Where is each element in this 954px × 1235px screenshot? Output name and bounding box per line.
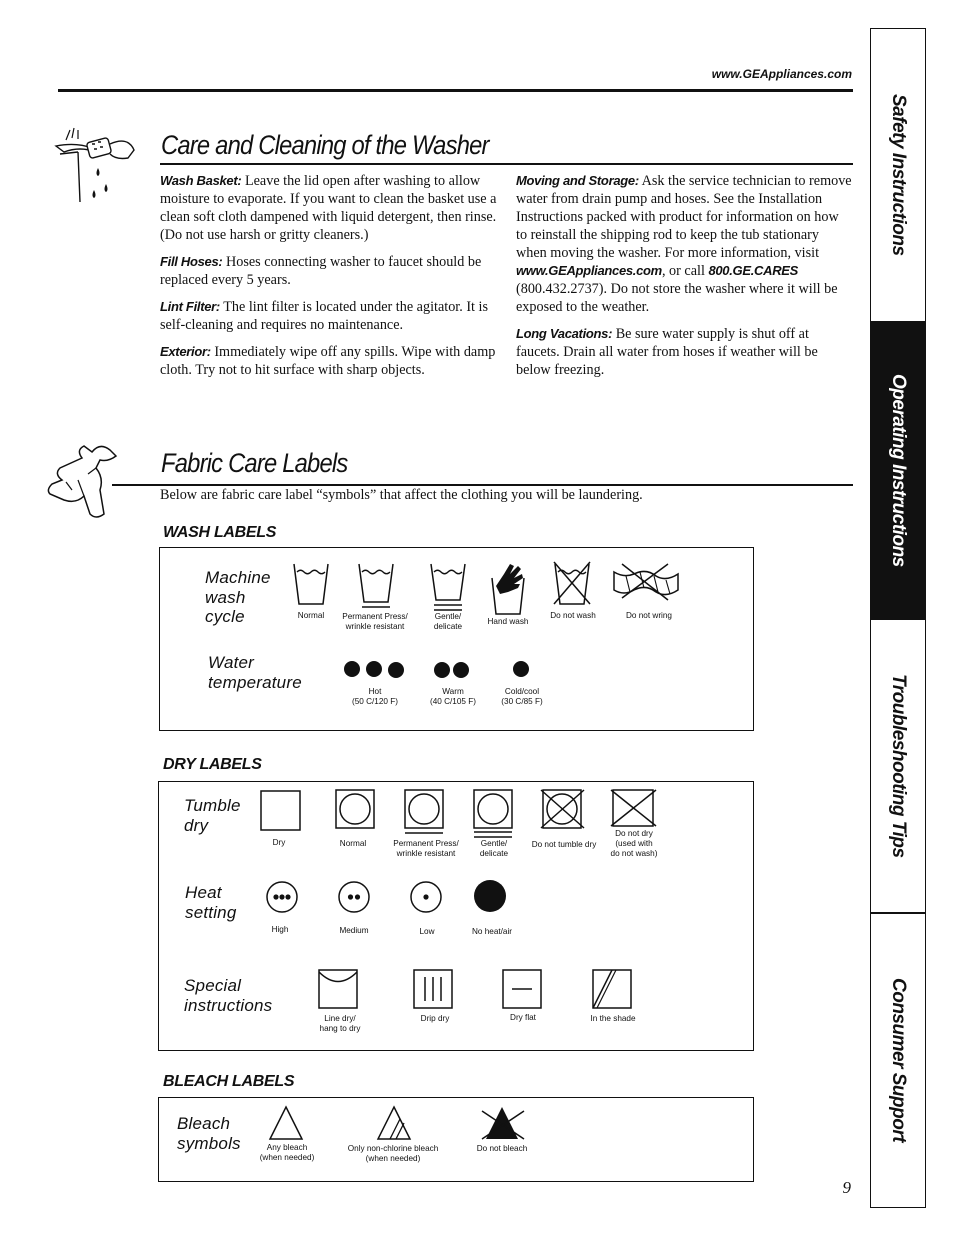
caption-tumble-permanent-press: Permanent Press/ wrinkle resistant [393,839,459,858]
caption-do-not-tumble-dry: Do not tumble dry [531,840,597,849]
caption-in-the-shade: In the shade [590,1014,636,1023]
care-title: Care and Cleaning of the Washer [161,130,489,160]
wash-labels-heading: WASH LABELS [163,524,277,541]
hot-dot-1 [344,661,360,677]
warm-dot-2 [453,662,469,678]
heat-high-icon [266,881,300,915]
exterior-paragraph: Exterior: Immediately wipe off any spills. Wipe with damp cloth. Try not to hit surface with sharp objects. [160,344,496,378]
in-the-shade-icon [592,969,634,1011]
dry-square-icon [260,790,302,832]
caption-hand-wash: Hand wash [487,617,529,626]
fabric-intro: Below are fabric care label “symbols” that affect the clothing you will be laundering. [160,487,643,503]
hot-dot-3 [388,662,404,678]
header-url[interactable]: www.GEAppliances.com [711,67,852,81]
no-heat-icon [474,880,508,914]
drip-dry-icon [413,969,455,1011]
washer-cleaning-icon [56,122,140,206]
long-vacations-paragraph: Long Vacations: Be sure water supply is shut off at faucets. Drain all water from hoses if weather will be below freezing. [516,326,818,378]
hand-wash-icon [490,562,526,614]
cold-dot [513,661,529,677]
caption-do-not-dry: Do not dry (used with do not wash) [610,829,658,858]
header-rule [58,89,853,92]
caption-do-not-bleach: Do not bleach [476,1144,528,1153]
fabric-title: Fabric Care Labels [161,448,348,478]
caption-normal-wash: Normal [297,611,325,620]
warm-dot-1 [434,662,450,678]
caption-dry-flat: Dry flat [510,1013,536,1022]
wash-basket-paragraph: Wash Basket: Leave the lid open after washing to allow moisture to evaporate. If you want to clean the basket use a clean soft cloth dampened with liquid detergent, then rinse. (Do not use harsh or gritty cleaners.) [160,173,497,243]
tab-operating-instructions[interactable]: Operating Instructions [871,322,925,618]
hot-dot-2 [366,661,382,677]
fill-hoses-paragraph: Fill Hoses: Hoses connecting washer to faucet should be replaced every 5 years. [160,254,482,288]
non-chlorine-bleach-icon [376,1105,412,1141]
any-bleach-icon [268,1105,304,1141]
caption-warm: Warm (40 C/105 F) [430,687,476,706]
caption-tumble-gentle: Gentle/ delicate [479,839,509,858]
care-title-rule [160,163,853,165]
tumble-dry-label: Tumble dry [184,796,241,835]
caption-tumble-normal: Normal [339,839,367,848]
water-temperature-label: Water temperature [208,653,302,692]
do-not-wring-icon [612,562,680,602]
wash-tub-gentle-icon [430,560,466,614]
caption-non-chlorine-bleach: Only non-chlorine bleach (when needed) [347,1144,439,1163]
do-not-bleach-icon [478,1105,528,1141]
tumble-gentle-icon [473,789,515,839]
do-not-wash-icon [552,560,592,606]
bleach-labels-box [158,1097,754,1182]
do-not-dry-icon [610,789,658,829]
fabric-title-rule [112,484,853,486]
care-left-column [160,172,500,388]
do-not-tumble-dry-icon [540,789,586,831]
caption-hot: Hot (50 C/120 F) [352,687,398,706]
wash-tub-icon [293,560,329,606]
website-link[interactable]: www.GEAppliances.com [516,263,662,278]
bleach-labels-heading: BLEACH LABELS [163,1073,295,1090]
wash-tub-permanent-press-icon [358,560,394,610]
caption-drip-dry: Drip dry [420,1014,450,1023]
caption-cold: Cold/cool (30 C/85 F) [501,687,543,706]
dry-labels-heading: DRY LABELS [163,756,262,773]
bleach-symbols-label: Bleach symbols [177,1114,241,1153]
caption-heat-low: Low [419,927,435,936]
caption-heat-medium: Medium [339,926,369,935]
tab-safety-instructions[interactable]: Safety Instructions [888,94,909,256]
tab-troubleshooting-tips[interactable]: Troubleshooting Tips [888,673,909,858]
temperature-dots [340,658,540,682]
heat-low-icon [410,881,444,915]
caption-line-dry: Line dry/ hang to dry [319,1014,361,1033]
machine-wash-label: Machine wash cycle [205,568,271,626]
special-instructions-label: Special instructions [184,976,273,1015]
caption-do-not-wash: Do not wash [550,611,596,620]
section-tabs [870,28,926,1208]
caption-no-heat: No heat/air [471,927,513,936]
heat-setting-label: Heat setting [185,883,237,922]
caption-dry: Dry [272,838,286,847]
caption-permanent-press-wash: Permanent Press/ wrinkle resistant [342,612,408,631]
phone-link[interactable]: 800.GE.CARES [708,263,799,278]
tumble-permanent-press-icon [404,789,446,835]
caption-do-not-wring: Do not wring [626,611,672,620]
line-dry-icon [318,969,360,1011]
care-right-column [516,172,852,388]
caption-any-bleach: Any bleach (when needed) [259,1143,315,1162]
caption-heat-high: High [271,925,289,934]
moving-storage-paragraph: Moving and Storage: Ask the service technician to remove water from drain pump and hoses. See the Installation Instructions packed with product for information on how to reinstall the shipping rod to keep the tub stationary when moving the washer. For more information, visit www.GEAppliances.com, or call 800.GE.CARES (800.432.2737). Do not store the washer where it will be exposed to the weather. [516,173,852,315]
tab-consumer-support[interactable]: Consumer Support [888,977,909,1143]
lint-filter-paragraph: Lint Filter: The lint filter is located under the agitator. It is self-cleaning and requires no maintenance. [160,299,488,333]
page-number: 9 [842,1178,851,1197]
dry-flat-icon [502,969,544,1011]
caption-gentle-wash: Gentle/ delicate [433,612,463,631]
heat-medium-icon [338,881,372,915]
tumble-normal-icon [335,789,377,831]
